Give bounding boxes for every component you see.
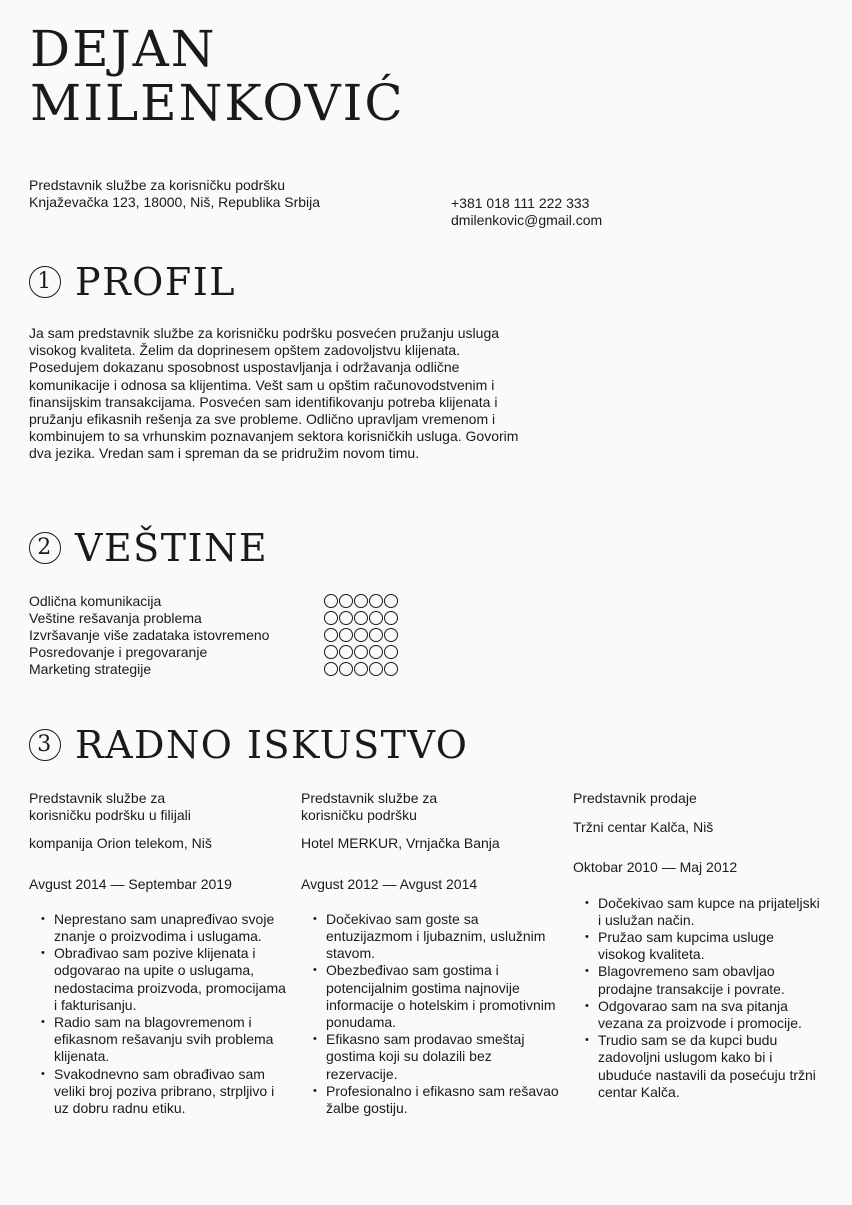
rating-circle-icon: [339, 628, 353, 642]
skill-row: [29, 661, 398, 678]
job-title: Predstavnik službe za korisničku podršku: [29, 177, 286, 193]
rating-circle-icon: [339, 594, 353, 608]
job-period: Avgust 2012 — Avgust 2014: [301, 875, 478, 892]
duty-item: • Trudio sam se da kupci budu zadovoljni uslugom kako bi i ubuduće nastavili da posećuju tržni centar Kalča.: [598, 1032, 823, 1101]
section-profile-heading: [29, 260, 236, 304]
rating-circle-icon: [354, 662, 368, 676]
duty-item: • Dočekivao sam goste sa entuzijazmom i ljubaznim, uslužnim stavom.: [326, 911, 563, 963]
job-entry: [301, 790, 563, 1117]
last-name: MILENKOVIĆ: [30, 74, 405, 132]
phone: +381 018 111 222 333: [451, 195, 590, 211]
email: dmilenkovic@gmail.com: [451, 212, 603, 228]
skill-row: [29, 609, 398, 626]
skill-label: Odlična komunikacija: [29, 592, 162, 609]
rating-circle-icon: [339, 611, 353, 625]
job-position: Predstavnik službe za korisničku podršku: [301, 790, 438, 824]
duty-item: • Svakodnevno sam obrađivao sam veliki broj poziva pribrano, strpljivo i uz dobru radnu etiku.: [54, 1066, 291, 1118]
skill-row: [29, 626, 398, 643]
duty-item: • Pružao sam kupcima usluge visokog kvaliteta.: [598, 929, 823, 963]
duty-item: • Blagovremeno sam obavljao prodajne transakcije i povrate.: [598, 963, 823, 997]
job-duties: [29, 911, 291, 1117]
section-number-badge: 1: [29, 266, 61, 298]
contact-info-left: [29, 177, 320, 211]
job-position: Predstavnik službe za korisničku podršku u filijali: [29, 790, 191, 824]
skill-rating: [324, 645, 398, 659]
rating-circle-icon: [324, 628, 338, 642]
duty-item: • Obezbeđivao sam gostima i potencijalnim gostima najnovije informacije o hotelskim i promotivnim ponudama.: [326, 962, 563, 1031]
contact-info-right: [451, 195, 602, 229]
rating-circle-icon: [339, 662, 353, 676]
skill-label: Veštine rešavanja problema: [29, 609, 202, 626]
duty-item: • Efikasno sam prodavao smeštaj gostima koji su dolazili bez rezervacije.: [326, 1031, 563, 1083]
skill-rating: [324, 662, 398, 676]
skill-label: Posredovanje i pregovaranje: [29, 644, 208, 661]
rating-circle-icon: [324, 594, 338, 608]
section-number-badge: 3: [29, 729, 61, 761]
job-entry: [29, 790, 291, 1117]
job-period: Oktobar 2010 — Maj 2012: [573, 859, 738, 876]
skill-rating: [324, 594, 398, 608]
first-name: DEJAN: [30, 20, 217, 78]
job-duties: [301, 911, 563, 1117]
skill-label: Marketing strategije: [29, 661, 152, 678]
address: Knjaževačka 123, 18000, Niš, Republika Srbija: [29, 194, 321, 210]
rating-circle-icon: [369, 594, 383, 608]
rating-circle-icon: [354, 628, 368, 642]
section-skills-heading: [29, 526, 268, 570]
job-company: kompanija Orion telekom, Niš: [29, 835, 212, 852]
profile-text: [29, 325, 534, 463]
profile-paragraph: Ja sam predstavnik službe za korisničku podršku posvećen pružanju usluga visokog kvaliteta. Želim da doprinesem opštem zadovoljstvu klijenata. Posedujem dokazanu sposobnost uspostavljanja i održavanja odlične komunikacije i odnosa sa klijentima. Vešt sam u opštim računovodstvenim i finansijskim transakcijama. Posvećen sam identifikovanju potreba klijenata i pružanju efikasnih rešenja za sve probleme. Odlično upravljam vremenom i kombinujem to sa vrhunskim poznavanjem sektora korisničkih usluga. Govorim dva jezika. Vredan sam i spreman da se pridružim novom timu.: [29, 325, 519, 462]
skills-list: [29, 592, 398, 678]
skill-row: [29, 644, 398, 661]
rating-circle-icon: [354, 645, 368, 659]
duty-item: • Neprestano sam unapređivao svoje znanje o proizvodima i uslugama.: [54, 911, 291, 945]
duty-item: • Obrađivao sam pozive klijenata i odgovarao na upite o uslugama, nedostacima proizvoda, promocijama i fakturisanju.: [54, 945, 291, 1014]
rating-circle-icon: [324, 611, 338, 625]
rating-circle-icon: [384, 594, 398, 608]
section-title: PROFIL: [75, 260, 236, 304]
job-company: Hotel MERKUR, Vrnjačka Banja: [301, 835, 500, 852]
rating-circle-icon: [354, 611, 368, 625]
section-experience-heading: [29, 723, 468, 767]
rating-circle-icon: [339, 645, 353, 659]
rating-circle-icon: [384, 645, 398, 659]
skill-row: [29, 592, 398, 609]
rating-circle-icon: [384, 662, 398, 676]
duty-item: • Radio sam na blagovremenom i efikasnom rešavanju svih problema klijenata.: [54, 1014, 291, 1066]
candidate-name: [30, 22, 405, 130]
rating-circle-icon: [369, 645, 383, 659]
rating-circle-icon: [384, 628, 398, 642]
rating-circle-icon: [369, 662, 383, 676]
job-entry: [573, 790, 823, 1101]
rating-circle-icon: [324, 662, 338, 676]
skill-rating: [324, 611, 398, 625]
duty-item: • Dočekivao sam kupce na prijateljski i uslužan način.: [598, 895, 823, 929]
rating-circle-icon: [324, 645, 338, 659]
section-title: VEŠTINE: [75, 526, 269, 570]
rating-circle-icon: [369, 628, 383, 642]
skill-label: Izvršavanje više zadataka istovremeno: [29, 626, 270, 643]
skill-rating: [324, 628, 398, 642]
rating-circle-icon: [384, 611, 398, 625]
duty-item: • Odgovarao sam na sva pitanja vezana za proizvode i promocije.: [598, 998, 823, 1032]
rating-circle-icon: [369, 611, 383, 625]
section-number-badge: 2: [29, 532, 61, 564]
job-position: Predstavnik prodaje: [573, 790, 697, 806]
rating-circle-icon: [354, 594, 368, 608]
job-duties: [573, 895, 823, 1101]
duty-item: • Profesionalno i efikasno sam rešavao žalbe gostiju.: [326, 1083, 563, 1117]
section-title: RADNO ISKUSTVO: [75, 723, 469, 767]
job-period: Avgust 2014 — Septembar 2019: [29, 875, 232, 892]
job-company: Tržni centar Kalča, Niš: [573, 819, 714, 836]
